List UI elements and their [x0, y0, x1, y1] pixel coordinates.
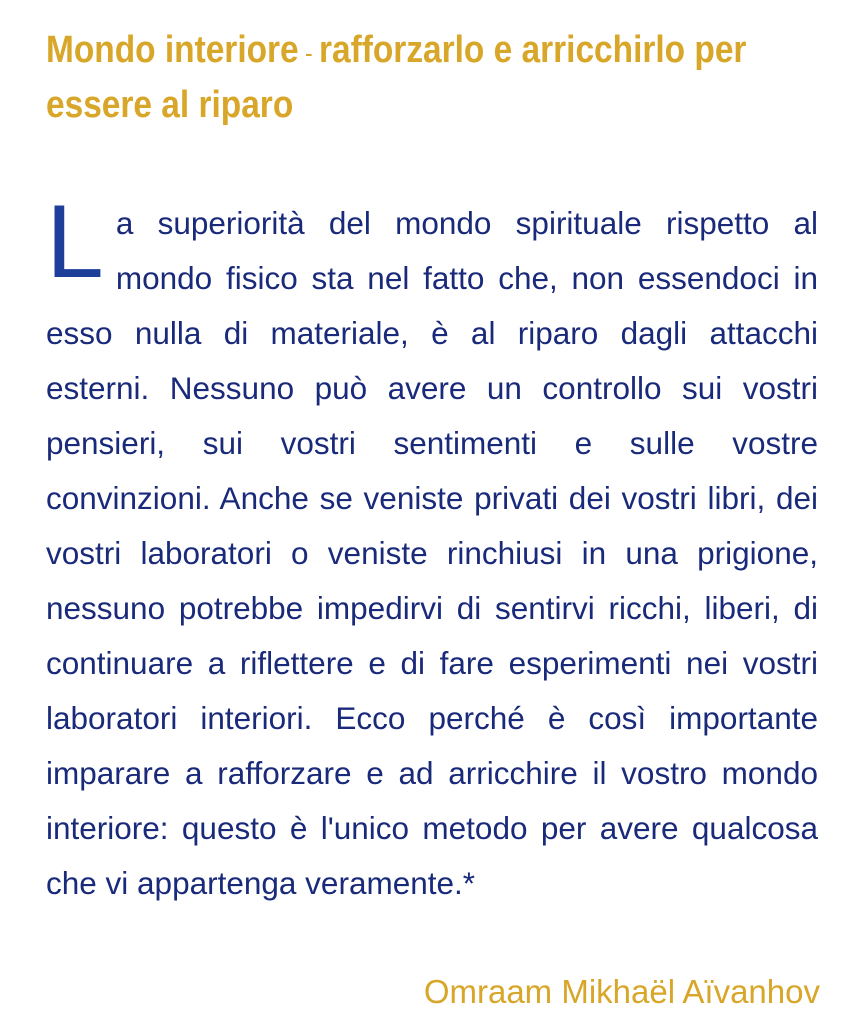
- author-signature: Omraam Mikhaël Aïvanhov: [423, 973, 820, 1010]
- quote-text: a superiorità del mondo spirituale rispetto al mondo fisico sta nel fatto che, non essendoci in esso nulla di materiale, è al riparo dagli attacchi esterni. Nessuno può avere un controllo sui vostri pensieri, sui vostri sentimenti e sulle vostre convinzioni. Anche se veniste privati dei vostri libri, dei vostri laboratori o veniste rinchiusi in una prigione, nessuno potrebbe impedirvi di sentirvi ricchi, liberi, di continuare a riflettere e di fare esperimenti nei vostri laboratori interiori. Ecco perché è così importante imparare a rafforzare e ad arricchire il vostro mondo interiore: questo è l'unico metodo per avere qualcosa che vi appartenga veramente.*: [46, 205, 818, 901]
- page-title: [46, 24, 838, 131]
- title-main: Mondo interiore: [46, 29, 299, 71]
- drop-cap: L: [46, 184, 104, 300]
- title-subtitle: rafforzarlo e arricchirlo per essere al riparo: [46, 29, 747, 126]
- quote-body: [46, 184, 818, 911]
- title-separator: -: [298, 38, 319, 68]
